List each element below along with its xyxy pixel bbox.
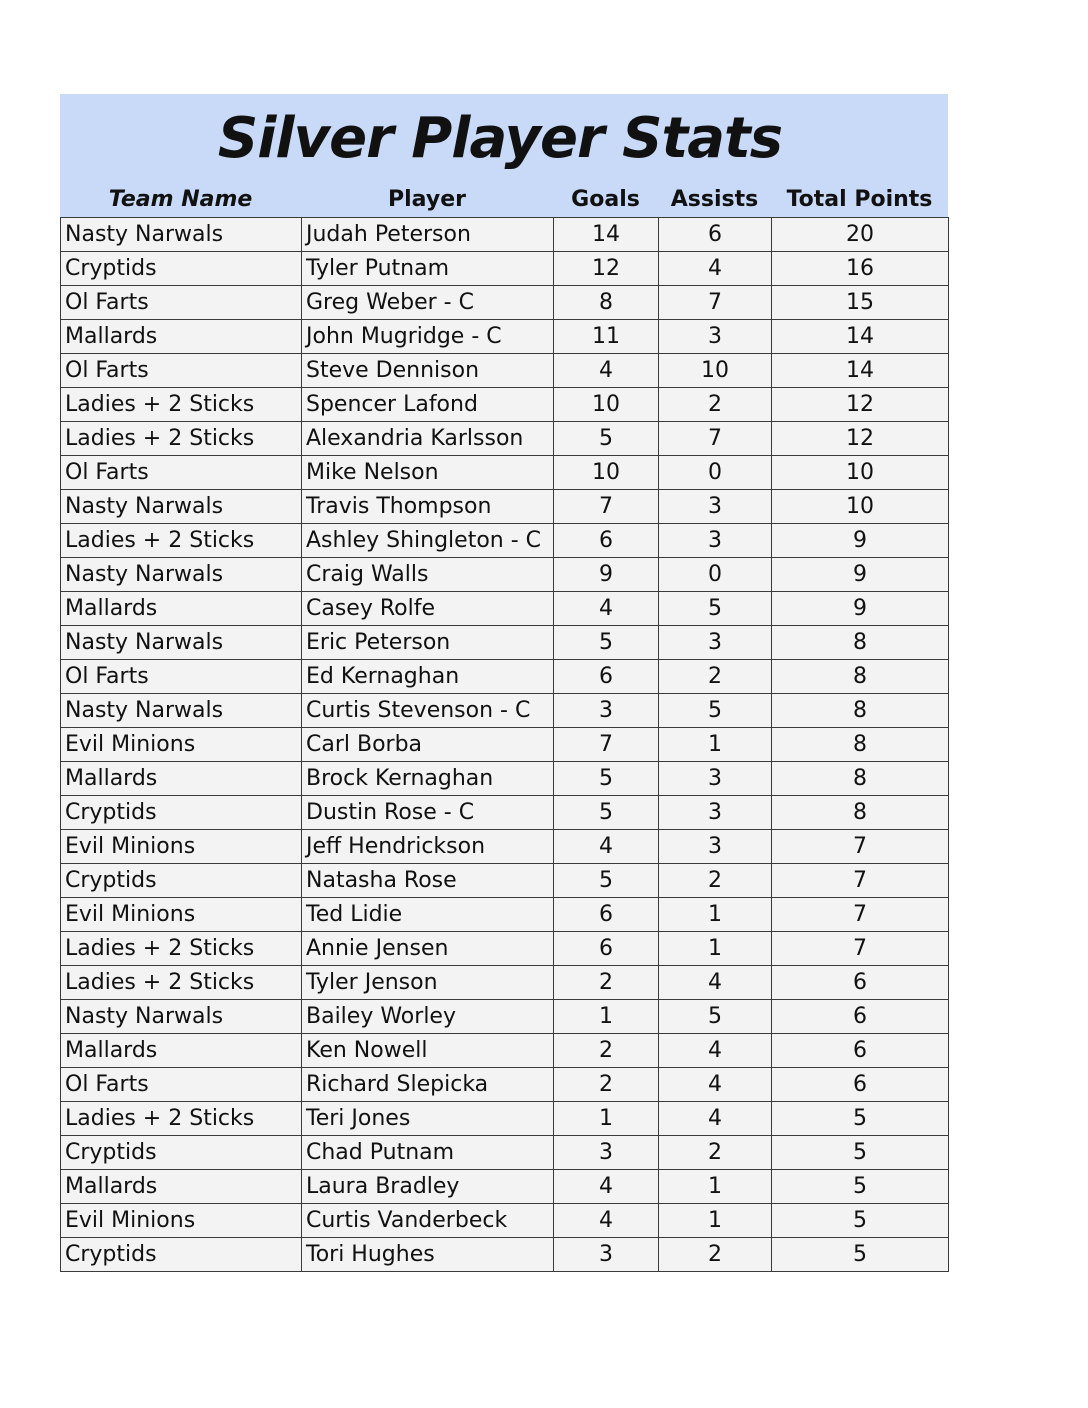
assists-cell: 3: [659, 762, 772, 796]
assists-cell: 2: [659, 388, 772, 422]
team-cell: Evil Minions: [61, 898, 302, 932]
assists-cell: 10: [659, 354, 772, 388]
assists-cell: 1: [659, 1170, 772, 1204]
goals-cell: 6: [554, 660, 659, 694]
assists-cell: 5: [659, 1000, 772, 1034]
assists-cell: 1: [659, 728, 772, 762]
goals-cell: 7: [554, 490, 659, 524]
goals-cell: 12: [554, 252, 659, 286]
column-headers: [60, 183, 948, 217]
assists-cell: 6: [659, 218, 772, 252]
goals-cell: 2: [554, 1034, 659, 1068]
team-cell: Ol Farts: [61, 660, 302, 694]
goals-cell: 9: [554, 558, 659, 592]
table-row: [61, 626, 949, 660]
table-row: [61, 422, 949, 456]
table-row: [61, 796, 949, 830]
total-points-cell: 5: [772, 1136, 949, 1170]
player-cell: Curtis Stevenson - C: [302, 694, 554, 728]
goals-cell: 11: [554, 320, 659, 354]
table-row: [61, 524, 949, 558]
total-points-cell: 5: [772, 1170, 949, 1204]
assists-cell: 3: [659, 320, 772, 354]
team-cell: Evil Minions: [61, 728, 302, 762]
assists-cell: 3: [659, 626, 772, 660]
total-points-cell: 6: [772, 1000, 949, 1034]
goals-cell: 5: [554, 422, 659, 456]
table-row: [61, 864, 949, 898]
assists-cell: 0: [659, 456, 772, 490]
header-band: [60, 94, 948, 217]
assists-cell: 3: [659, 796, 772, 830]
team-cell: Nasty Narwals: [61, 558, 302, 592]
goals-cell: 5: [554, 626, 659, 660]
assists-cell: 4: [659, 252, 772, 286]
team-cell: Ladies + 2 Sticks: [61, 422, 302, 456]
team-cell: Ladies + 2 Sticks: [61, 966, 302, 1000]
player-cell: Alexandria Karlsson: [302, 422, 554, 456]
team-cell: Ol Farts: [61, 354, 302, 388]
assists-cell: 3: [659, 490, 772, 524]
table-row: [61, 932, 949, 966]
team-cell: Ladies + 2 Sticks: [61, 1102, 302, 1136]
total-points-cell: 7: [772, 864, 949, 898]
total-points-cell: 8: [772, 796, 949, 830]
assists-cell: 1: [659, 1204, 772, 1238]
goals-cell: 6: [554, 932, 659, 966]
assists-cell: 1: [659, 898, 772, 932]
assists-cell: 7: [659, 286, 772, 320]
goals-cell: 4: [554, 1204, 659, 1238]
team-cell: Ladies + 2 Sticks: [61, 388, 302, 422]
column-header-team: Team Name: [108, 187, 253, 212]
goals-cell: 3: [554, 1238, 659, 1272]
column-header-assists: Assists: [670, 187, 759, 212]
player-cell: Dustin Rose - C: [302, 796, 554, 830]
table-row: [61, 354, 949, 388]
player-cell: Chad Putnam: [302, 1136, 554, 1170]
team-cell: Mallards: [61, 1034, 302, 1068]
goals-cell: 3: [554, 694, 659, 728]
team-cell: Cryptids: [61, 252, 302, 286]
stats-sheet: [60, 94, 948, 1272]
player-cell: Jeff Hendrickson: [302, 830, 554, 864]
team-cell: Nasty Narwals: [61, 626, 302, 660]
team-cell: Cryptids: [61, 1136, 302, 1170]
goals-cell: 4: [554, 592, 659, 626]
total-points-cell: 6: [772, 966, 949, 1000]
table-row: [61, 490, 949, 524]
team-cell: Ol Farts: [61, 456, 302, 490]
assists-cell: 2: [659, 1238, 772, 1272]
table-row: [61, 694, 949, 728]
assists-cell: 4: [659, 1034, 772, 1068]
player-cell: Ted Lidie: [302, 898, 554, 932]
total-points-cell: 9: [772, 524, 949, 558]
total-points-cell: 7: [772, 932, 949, 966]
total-points-cell: 7: [772, 830, 949, 864]
assists-cell: 3: [659, 830, 772, 864]
total-points-cell: 6: [772, 1068, 949, 1102]
player-cell: Eric Peterson: [302, 626, 554, 660]
team-cell: Nasty Narwals: [61, 490, 302, 524]
team-cell: Cryptids: [61, 796, 302, 830]
table-row: [61, 1136, 949, 1170]
team-cell: Nasty Narwals: [61, 218, 302, 252]
player-cell: Mike Nelson: [302, 456, 554, 490]
team-cell: Ol Farts: [61, 286, 302, 320]
goals-cell: 2: [554, 966, 659, 1000]
total-points-cell: 20: [772, 218, 949, 252]
table-row: [61, 456, 949, 490]
stats-table: [60, 217, 949, 1272]
goals-cell: 1: [554, 1102, 659, 1136]
goals-cell: 1: [554, 1000, 659, 1034]
player-cell: Carl Borba: [302, 728, 554, 762]
table-row: [61, 218, 949, 252]
goals-cell: 14: [554, 218, 659, 252]
player-cell: Ashley Shingleton - C: [302, 524, 554, 558]
player-cell: Craig Walls: [302, 558, 554, 592]
player-cell: Laura Bradley: [302, 1170, 554, 1204]
player-cell: John Mugridge - C: [302, 320, 554, 354]
table-row: [61, 320, 949, 354]
goals-cell: 7: [554, 728, 659, 762]
team-cell: Mallards: [61, 762, 302, 796]
assists-cell: 5: [659, 694, 772, 728]
table-row: [61, 966, 949, 1000]
column-header-player: Player: [388, 187, 466, 212]
total-points-cell: 14: [772, 320, 949, 354]
total-points-cell: 9: [772, 558, 949, 592]
table-row: [61, 898, 949, 932]
team-cell: Nasty Narwals: [61, 694, 302, 728]
total-points-cell: 8: [772, 660, 949, 694]
table-row: [61, 1034, 949, 1068]
goals-cell: 6: [554, 898, 659, 932]
team-cell: Cryptids: [61, 1238, 302, 1272]
assists-cell: 2: [659, 660, 772, 694]
team-cell: Evil Minions: [61, 830, 302, 864]
table-row: [61, 286, 949, 320]
table-row: [61, 592, 949, 626]
player-cell: Tori Hughes: [302, 1238, 554, 1272]
total-points-cell: 10: [772, 490, 949, 524]
player-cell: Greg Weber - C: [302, 286, 554, 320]
total-points-cell: 12: [772, 422, 949, 456]
column-header-total-points: Total Points: [786, 187, 933, 212]
goals-cell: 6: [554, 524, 659, 558]
goals-cell: 10: [554, 456, 659, 490]
player-cell: Tyler Jenson: [302, 966, 554, 1000]
player-cell: Brock Kernaghan: [302, 762, 554, 796]
team-cell: Mallards: [61, 1170, 302, 1204]
assists-cell: 4: [659, 1068, 772, 1102]
player-cell: Richard Slepicka: [302, 1068, 554, 1102]
assists-cell: 1: [659, 932, 772, 966]
player-cell: Ed Kernaghan: [302, 660, 554, 694]
team-cell: Ladies + 2 Sticks: [61, 932, 302, 966]
assists-cell: 4: [659, 966, 772, 1000]
table-row: [61, 830, 949, 864]
table-row: [61, 558, 949, 592]
team-cell: Ol Farts: [61, 1068, 302, 1102]
player-cell: Steve Dennison: [302, 354, 554, 388]
goals-cell: 2: [554, 1068, 659, 1102]
total-points-cell: 7: [772, 898, 949, 932]
table-row: [61, 1000, 949, 1034]
team-cell: Evil Minions: [61, 1204, 302, 1238]
player-cell: Casey Rolfe: [302, 592, 554, 626]
table-row: [61, 1204, 949, 1238]
assists-cell: 2: [659, 864, 772, 898]
goals-cell: 5: [554, 864, 659, 898]
table-row: [61, 660, 949, 694]
total-points-cell: 5: [772, 1102, 949, 1136]
player-cell: Tyler Putnam: [302, 252, 554, 286]
stats-table-body: [61, 218, 949, 1272]
goals-cell: 10: [554, 388, 659, 422]
total-points-cell: 8: [772, 626, 949, 660]
table-row: [61, 388, 949, 422]
player-cell: Ken Nowell: [302, 1034, 554, 1068]
page-title: Silver Player Stats: [217, 106, 783, 171]
assists-cell: 5: [659, 592, 772, 626]
total-points-cell: 10: [772, 456, 949, 490]
total-points-cell: 12: [772, 388, 949, 422]
table-row: [61, 762, 949, 796]
total-points-cell: 5: [772, 1238, 949, 1272]
total-points-cell: 8: [772, 728, 949, 762]
team-cell: Ladies + 2 Sticks: [61, 524, 302, 558]
assists-cell: 4: [659, 1102, 772, 1136]
goals-cell: 8: [554, 286, 659, 320]
total-points-cell: 8: [772, 694, 949, 728]
player-cell: Bailey Worley: [302, 1000, 554, 1034]
assists-cell: 0: [659, 558, 772, 592]
assists-cell: 3: [659, 524, 772, 558]
goals-cell: 4: [554, 354, 659, 388]
player-cell: Teri Jones: [302, 1102, 554, 1136]
goals-cell: 4: [554, 1170, 659, 1204]
goals-cell: 5: [554, 796, 659, 830]
goals-cell: 3: [554, 1136, 659, 1170]
team-cell: Mallards: [61, 320, 302, 354]
player-cell: Travis Thompson: [302, 490, 554, 524]
team-cell: Nasty Narwals: [61, 1000, 302, 1034]
column-header-goals: Goals: [571, 187, 640, 212]
total-points-cell: 8: [772, 762, 949, 796]
total-points-cell: 15: [772, 286, 949, 320]
goals-cell: 4: [554, 830, 659, 864]
table-row: [61, 1102, 949, 1136]
team-cell: Cryptids: [61, 864, 302, 898]
total-points-cell: 9: [772, 592, 949, 626]
player-cell: Curtis Vanderbeck: [302, 1204, 554, 1238]
team-cell: Mallards: [61, 592, 302, 626]
total-points-cell: 14: [772, 354, 949, 388]
assists-cell: 2: [659, 1136, 772, 1170]
table-row: [61, 1238, 949, 1272]
table-row: [61, 1170, 949, 1204]
total-points-cell: 5: [772, 1204, 949, 1238]
table-row: [61, 252, 949, 286]
player-cell: Spencer Lafond: [302, 388, 554, 422]
assists-cell: 7: [659, 422, 772, 456]
total-points-cell: 16: [772, 252, 949, 286]
table-row: [61, 728, 949, 762]
player-cell: Annie Jensen: [302, 932, 554, 966]
total-points-cell: 6: [772, 1034, 949, 1068]
player-cell: Natasha Rose: [302, 864, 554, 898]
goals-cell: 5: [554, 762, 659, 796]
player-cell: Judah Peterson: [302, 218, 554, 252]
table-row: [61, 1068, 949, 1102]
